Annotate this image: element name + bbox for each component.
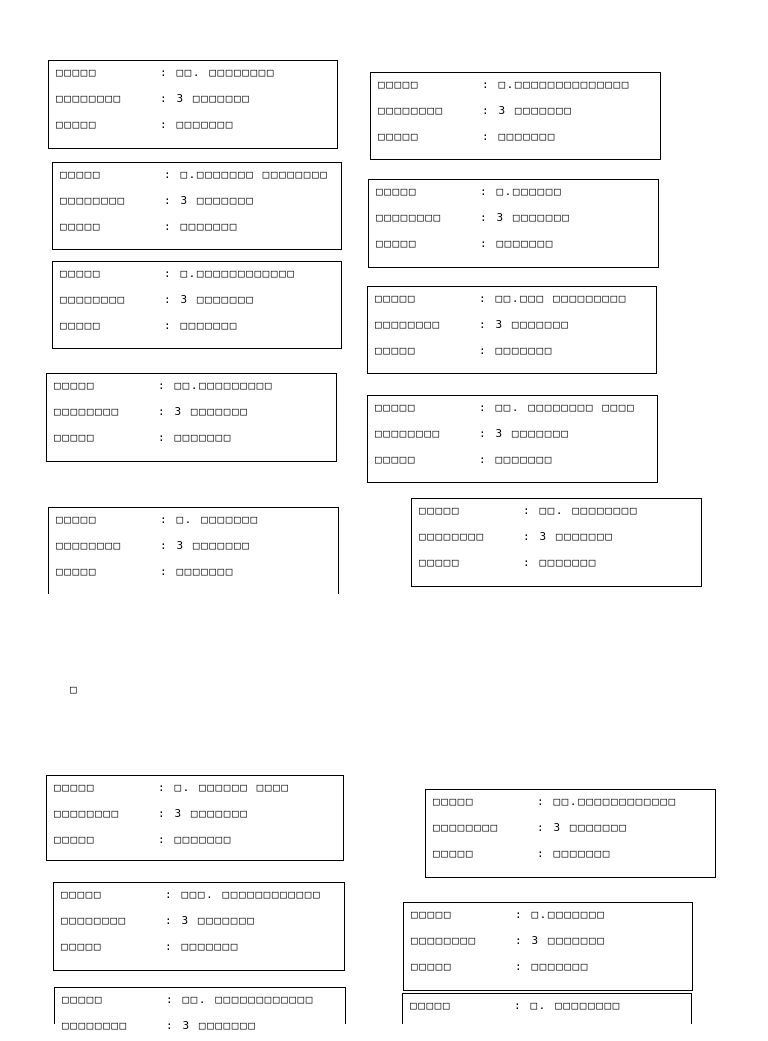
card-row-name <box>60 164 341 190</box>
card-row-name <box>54 777 343 803</box>
field-label: □□□□□ <box>61 888 103 901</box>
card-row-position <box>376 207 658 233</box>
field-label: □□□□□□□□ <box>378 104 444 117</box>
field-label: □□□□□ <box>54 431 96 444</box>
field-value: : □□. □□□□□□□□□□□□ <box>166 993 315 1006</box>
field-value: : 3 □□□□□□□ <box>158 807 249 820</box>
card-row-name <box>62 989 345 1015</box>
field-label: □□□□□□□□ <box>411 934 477 947</box>
field-value: : □.□□□□□□□ □□□□□□□□ <box>164 168 329 181</box>
field-label: □□□□□ <box>433 847 475 860</box>
card-row-name <box>61 884 344 910</box>
card-row-status <box>411 956 692 982</box>
field-value: : □□□□□□□ <box>165 940 240 953</box>
card-row-status <box>54 427 336 453</box>
card-10 <box>411 498 702 587</box>
card-row-name <box>433 791 715 817</box>
field-label: □□□□□□□□ <box>375 427 441 440</box>
card-row-status <box>378 126 660 152</box>
field-value: : □□.□□□□□□□□□ <box>158 379 274 392</box>
field-value: : □□. □□□□□□□□ <box>160 66 276 79</box>
card-1 <box>48 60 338 149</box>
field-label: □□□□□□□□ <box>56 539 122 552</box>
field-label: □□□□□□□□ <box>56 92 122 105</box>
card-row-position <box>62 1015 345 1041</box>
field-label: □□□□□ <box>56 565 98 578</box>
field-label: □□□□□□□□ <box>419 530 485 543</box>
field-label: □□□□□ <box>62 993 104 1006</box>
field-value: : 3 □□□□□□□ <box>537 821 628 834</box>
field-value: : 3 □□□□□□□ <box>164 194 255 207</box>
card-15 <box>54 987 346 1032</box>
card-row-name <box>378 74 660 100</box>
field-label: □□□□□□□□ <box>54 807 120 820</box>
field-value: : □.□□□□□□□□□□□□□□ <box>482 78 631 91</box>
card-row-position <box>375 423 657 449</box>
card-row-status <box>419 552 701 578</box>
field-value: : □□. □□□□□□□□ □□□□ <box>479 401 636 414</box>
field-value: : □□□□□□□ <box>164 220 239 233</box>
field-label: □□□□□ <box>54 781 96 794</box>
field-value: : 3 □□□□□□□ <box>482 104 573 117</box>
field-label: □□□□□□□□ <box>60 194 126 207</box>
card-7 <box>46 373 337 462</box>
card-row-name <box>54 375 336 401</box>
field-label: □□□□□ <box>54 833 96 846</box>
field-label: □□□□□ <box>376 185 418 198</box>
field-label: □□□□□□□□ <box>375 318 441 331</box>
field-value: : □□□□□□□ <box>158 833 233 846</box>
field-value: : □□□□□□□ <box>158 431 233 444</box>
card-3 <box>52 162 342 250</box>
card-row-name <box>375 397 657 423</box>
card-row-position <box>411 930 692 956</box>
field-value: : □□□□□□□ <box>523 556 598 569</box>
card-row-status <box>433 843 715 869</box>
card-5 <box>52 261 342 349</box>
card-4 <box>368 179 659 268</box>
field-value: : 3 □□□□□□□ <box>160 92 251 105</box>
card-row-status <box>60 315 341 341</box>
card-row-status <box>60 216 341 242</box>
field-label: □□□□□ <box>375 401 417 414</box>
field-value: : 3 □□□□□□□ <box>480 211 571 224</box>
card-row-status <box>56 114 337 140</box>
field-label: □□□□□ <box>375 453 417 466</box>
card-row-name <box>56 509 338 535</box>
card-2 <box>370 72 661 160</box>
field-value: : □□□□□□□ <box>479 344 554 357</box>
field-label: □□□□□ <box>411 960 453 973</box>
card-row-position <box>60 190 341 216</box>
field-value: : 3 □□□□□□□ <box>164 293 255 306</box>
field-label: □□□□□ <box>60 220 102 233</box>
field-value: : □□□□□□□ <box>479 453 554 466</box>
field-value: : □□□□□□□ <box>515 960 590 973</box>
card-row-position <box>54 401 336 427</box>
card-row-position <box>433 817 715 843</box>
card-9 <box>48 507 339 594</box>
field-value: : □. □□□□□□□□ <box>514 999 621 1012</box>
field-label: □□□□□ <box>56 118 98 131</box>
field-label: □□□□□□□□ <box>54 405 120 418</box>
card-14 <box>403 902 693 991</box>
field-value: : □□□□□□□ <box>537 847 612 860</box>
field-value: : 3 □□□□□□□ <box>479 427 570 440</box>
card-row-name <box>410 995 691 1021</box>
card-6 <box>367 286 657 374</box>
card-row-status <box>56 561 338 587</box>
card-row-position <box>419 526 701 552</box>
field-value: : □□□□□□□ <box>164 319 239 332</box>
field-label: □□□□□□□□ <box>61 914 127 927</box>
card-row-name <box>419 500 701 526</box>
field-value: : □□.□□□□□□□□□□□□ <box>537 795 677 808</box>
field-value: : 3 □□□□□□□ <box>479 318 570 331</box>
field-label: □□□□□ <box>60 267 102 280</box>
field-value: : 3 □□□□□□□ <box>158 405 249 418</box>
card-row-position <box>56 535 338 561</box>
field-value: : □. □□□□□□ □□□□ <box>158 781 290 794</box>
card-12 <box>425 789 716 878</box>
field-value: : □.□□□□□□□□□□□□ <box>164 267 296 280</box>
field-label: □□□□□ <box>411 908 453 921</box>
field-value: : 3 □□□□□□□ <box>166 1019 257 1032</box>
card-row-name <box>411 904 692 930</box>
card-8 <box>367 395 658 483</box>
field-value: : □. □□□□□□□ <box>160 513 259 526</box>
field-value: : 3 □□□□□□□ <box>515 934 606 947</box>
card-13 <box>53 882 345 971</box>
card-row-name <box>60 263 341 289</box>
card-row-position <box>378 100 660 126</box>
field-value: : □□. □□□□□□□□ <box>523 504 639 517</box>
field-label: □□□□□ <box>61 940 103 953</box>
field-value: : □.□□□□□□ <box>480 185 563 198</box>
field-label: □□□□□ <box>419 504 461 517</box>
card-row-name <box>375 288 656 314</box>
field-value: : □□.□□□ □□□□□□□□□ <box>479 292 628 305</box>
field-label: □□□□□ <box>56 66 98 79</box>
field-label: □□□□□ <box>378 130 420 143</box>
field-label: □□□□□□□□ <box>62 1019 128 1032</box>
card-row-status <box>61 936 344 962</box>
field-label: □□□□□ <box>54 379 96 392</box>
card-row-position <box>375 314 656 340</box>
field-value: : □□□□□□□ <box>160 118 235 131</box>
field-label: □□□□□ <box>56 513 98 526</box>
card-row-position <box>54 803 343 829</box>
field-value: : 3 □□□□□□□ <box>523 530 614 543</box>
stray-mark: □ <box>70 683 77 696</box>
field-value: : □□□. □□□□□□□□□□□□ <box>165 888 322 901</box>
field-value: : 3 □□□□□□□ <box>160 539 251 552</box>
card-row-status <box>54 829 343 855</box>
card-row-status <box>376 233 658 259</box>
field-label: □□□□□ <box>60 168 102 181</box>
field-label: □□□□□ <box>375 292 417 305</box>
field-label: □□□□□□□□ <box>376 211 442 224</box>
field-label: □□□□□ <box>433 795 475 808</box>
field-value: : □□□□□□□ <box>160 565 235 578</box>
card-row-status <box>375 449 657 475</box>
field-value: : 3 □□□□□□□ <box>165 914 256 927</box>
card-row-position <box>56 88 337 114</box>
field-label: □□□□□ <box>410 999 452 1012</box>
field-label: □□□□□ <box>375 344 417 357</box>
field-value: : □.□□□□□□□ <box>515 908 606 921</box>
field-value: : □□□□□□□ <box>480 237 555 250</box>
field-label: □□□□□ <box>376 237 418 250</box>
field-label: □□□□□ <box>378 78 420 91</box>
card-row-position <box>61 910 344 936</box>
field-label: □□□□□□□□ <box>60 293 126 306</box>
field-label: □□□□□□□□ <box>433 821 499 834</box>
card-row-name <box>376 181 658 207</box>
card-row-position <box>60 289 341 315</box>
card-11 <box>46 775 344 861</box>
field-value: : □□□□□□□ <box>482 130 557 143</box>
card-row-status <box>375 340 656 366</box>
card-row-name <box>56 62 337 88</box>
field-label: □□□□□ <box>60 319 102 332</box>
field-label: □□□□□ <box>419 556 461 569</box>
card-16 <box>402 993 692 1024</box>
